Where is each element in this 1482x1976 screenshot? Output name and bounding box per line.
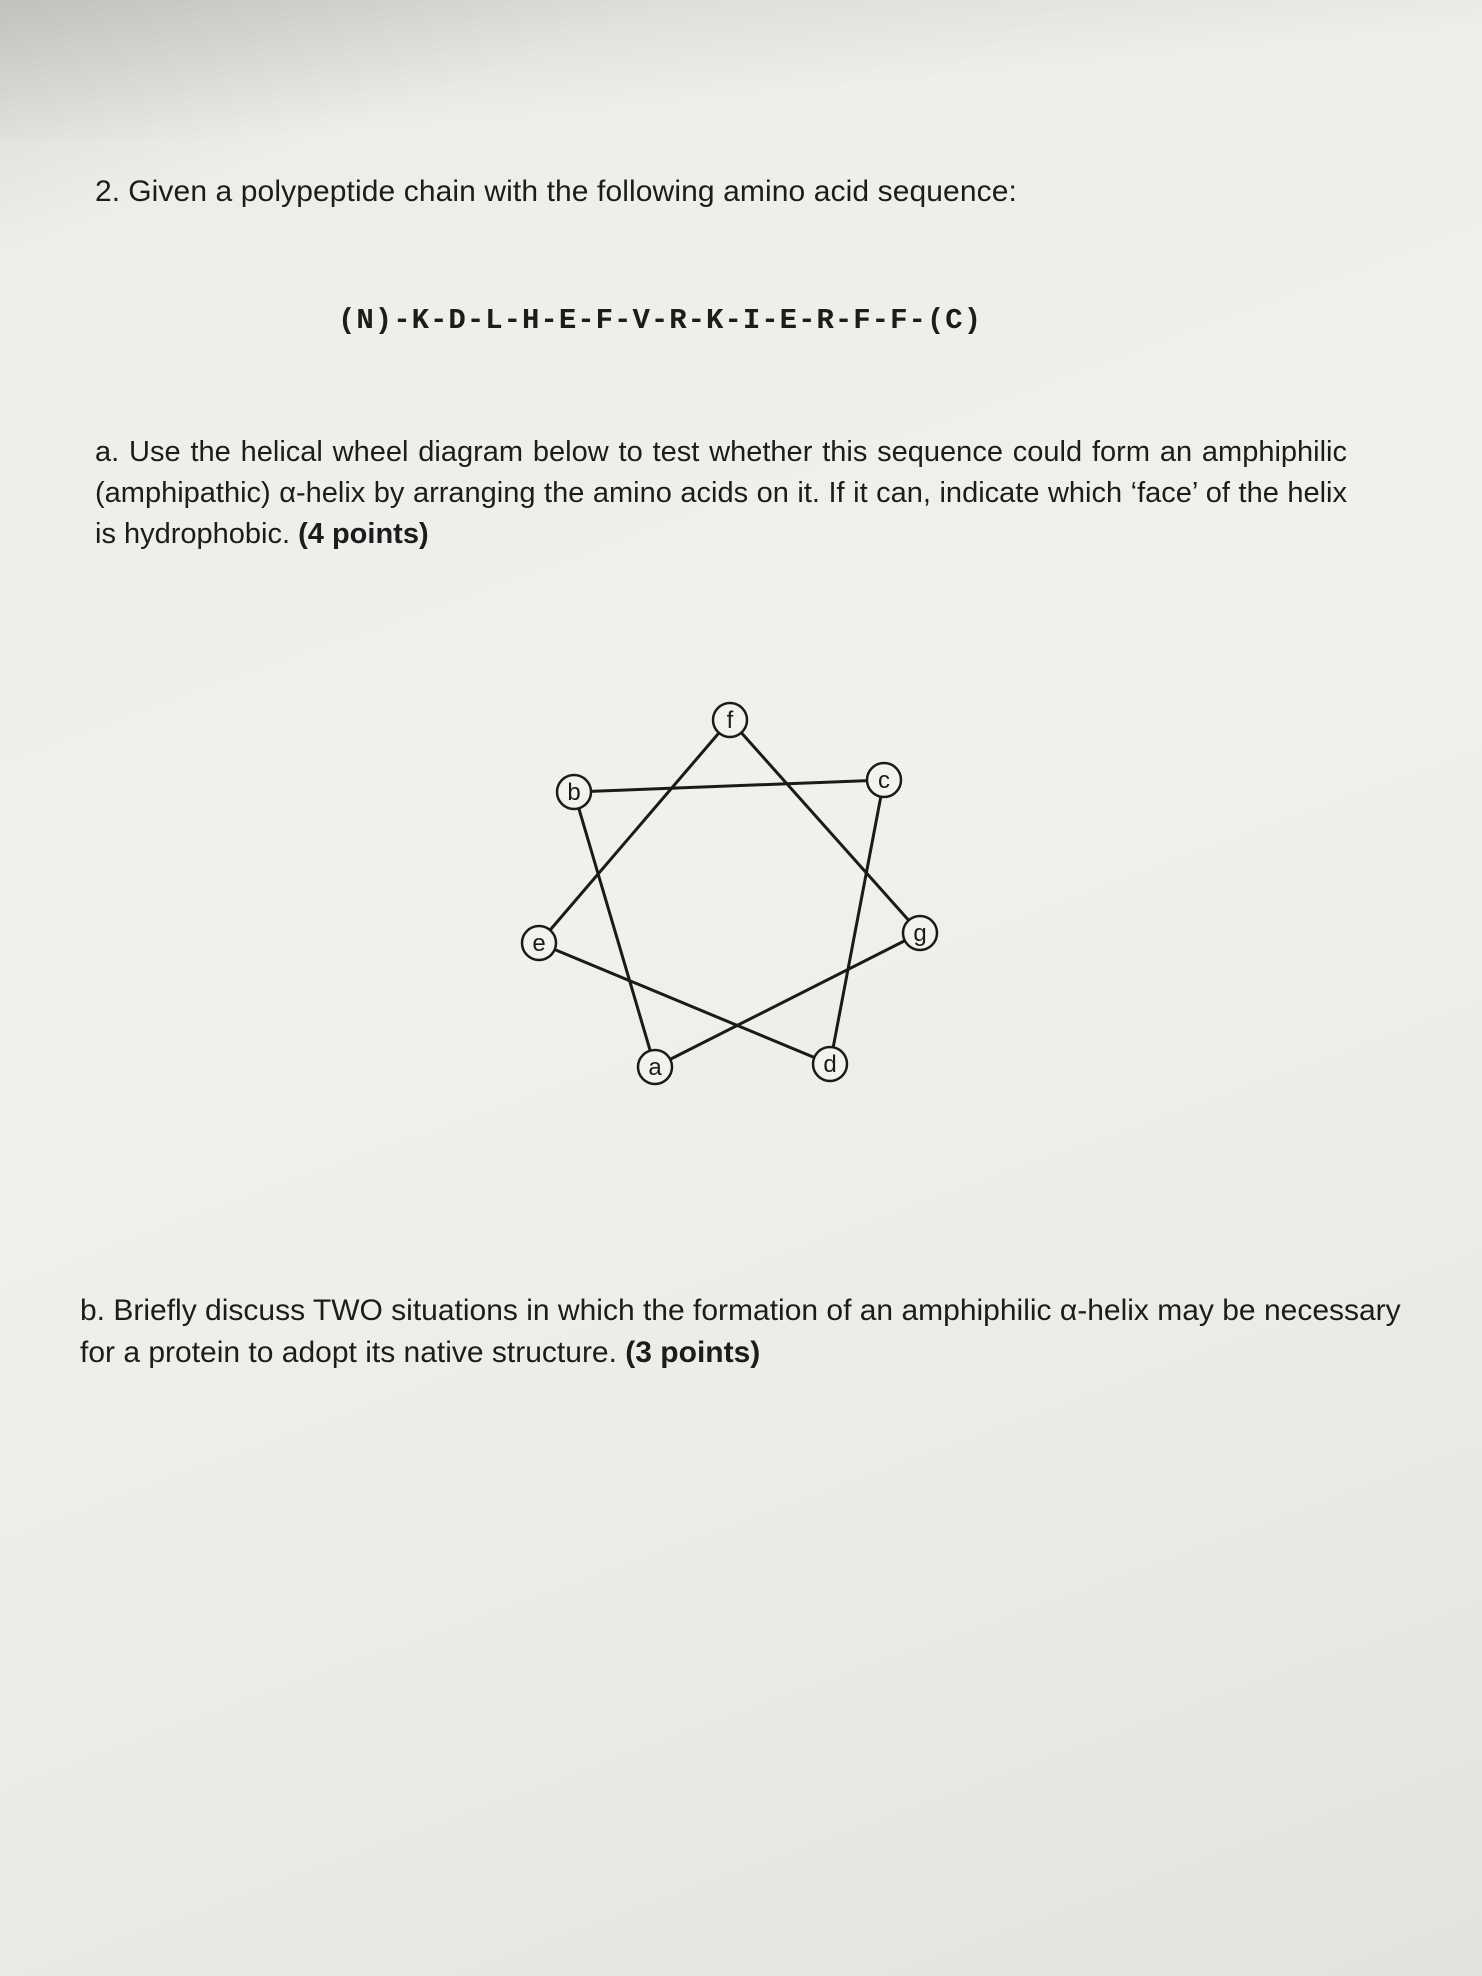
wheel-connection-a-b: [574, 792, 655, 1067]
part-b: [80, 1290, 1420, 1374]
wheel-position-label: e: [532, 930, 546, 957]
wheel-position-g: [903, 916, 937, 950]
wheel-position-c: [867, 763, 901, 797]
helical-wheel-diagram: [520, 695, 940, 1095]
wheel-nodes: [522, 703, 937, 1084]
question-number: 2.: [95, 175, 121, 208]
wheel-connection-e-f: [539, 720, 730, 943]
wheel-connection-b-c: [574, 780, 884, 792]
wheel-connection-c-d: [830, 780, 884, 1064]
wheel-connection-f-g: [730, 720, 920, 933]
wheel-connections: [539, 720, 920, 1067]
part-b-points: (3 points): [625, 1336, 761, 1369]
part-a-points: (4 points): [298, 518, 429, 550]
wheel-connection-d-e: [539, 943, 830, 1064]
wheel-position-label: a: [648, 1054, 662, 1081]
part-a: [95, 432, 1347, 555]
wheel-position-d: [813, 1047, 847, 1081]
wheel-position-label: f: [726, 707, 734, 734]
wheel-position-a: [638, 1050, 672, 1084]
wheel-position-f: [713, 703, 747, 737]
amino-acid-sequence: (N)-K-D-L-H-E-F-V-R-K-I-E-R-F-F-(C): [338, 304, 983, 337]
wheel-position-label: c: [878, 767, 890, 794]
wheel-position-label: g: [913, 920, 927, 947]
wheel-position-label: b: [567, 779, 581, 806]
wheel-position-label: d: [823, 1051, 837, 1078]
question-2: [95, 175, 1017, 209]
wheel-position-b: [557, 775, 591, 809]
wheel-position-e: [522, 926, 556, 960]
part-b-text: b. Briefly discuss TWO situations in which the formation of an amphiphilic α-helix may be necessary for a protein to adopt its native structure.: [80, 1294, 1401, 1369]
part-a-text: a. Use the helical wheel diagram below to test whether this sequence could form an amphiphilic (amphipathic) α-helix by arranging the amino acids on it. If it can, indicate which ‘face’ of the helix is hydrophobic.: [95, 436, 1347, 550]
question-prompt: Given a polypeptide chain with the following amino acid sequence:: [128, 175, 1017, 208]
